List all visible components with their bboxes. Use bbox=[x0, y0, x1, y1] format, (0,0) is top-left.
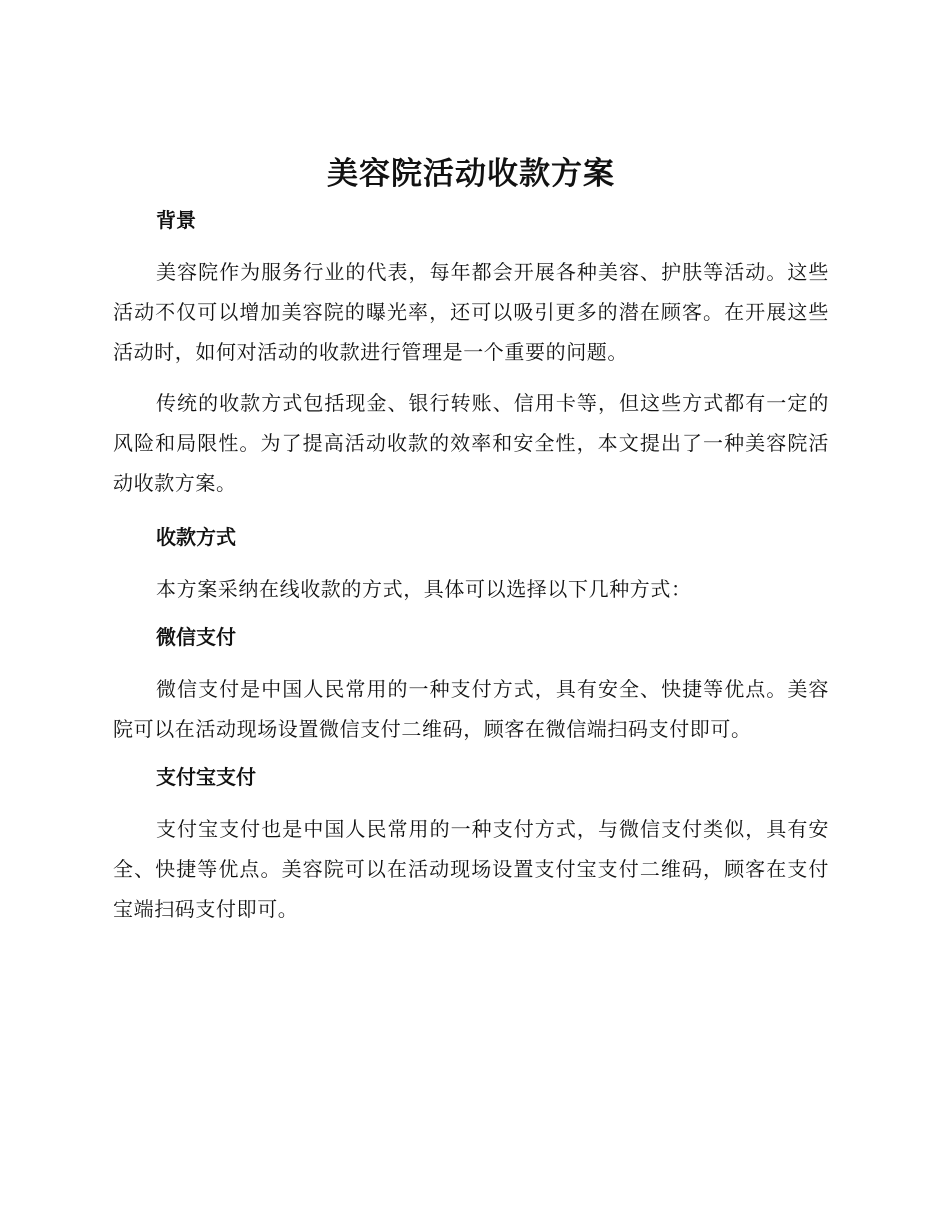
section-heading-alipay: 支付宝支付 bbox=[156, 765, 256, 789]
section-heading-wechat-pay: 微信支付 bbox=[156, 625, 236, 649]
wechat-pay-paragraph: 微信支付是中国人民常用的一种支付方式，具有安全、快捷等优点。美容院可以在活动现场设置微信支付二维码，顾客在微信端扫码支付即可。 bbox=[113, 677, 829, 741]
background-paragraph-1: 美容院作为服务行业的代表，每年都会开展各种美容、护肤等活动。这些活动不仅可以增加美容院的曝光率，还可以吸引更多的潜在顾客。在开展这些活动时，如何对活动的收款进行管理是一个重要的问题。 bbox=[113, 260, 829, 364]
alipay-paragraph: 支付宝支付也是中国人民常用的一种支付方式，与微信支付类似，具有安全、快捷等优点。美容院可以在活动现场设置支付宝支付二维码，顾客在支付宝端扫码支付即可。 bbox=[113, 817, 829, 921]
section-heading-payment-methods: 收款方式 bbox=[156, 525, 236, 549]
background-paragraph-2: 传统的收款方式包括现金、银行转账、信用卡等，但这些方式都有一定的风险和局限性。为了提高活动收款的效率和安全性，本文提出了一种美容院活动收款方案。 bbox=[113, 391, 829, 495]
section-heading-background: 背景 bbox=[156, 208, 196, 232]
document-title: 美容院活动收款方案 bbox=[327, 156, 615, 192]
payment-methods-intro: 本方案采纳在线收款的方式，具体可以选择以下几种方式： bbox=[156, 577, 692, 601]
document-page bbox=[113, 150, 829, 929]
